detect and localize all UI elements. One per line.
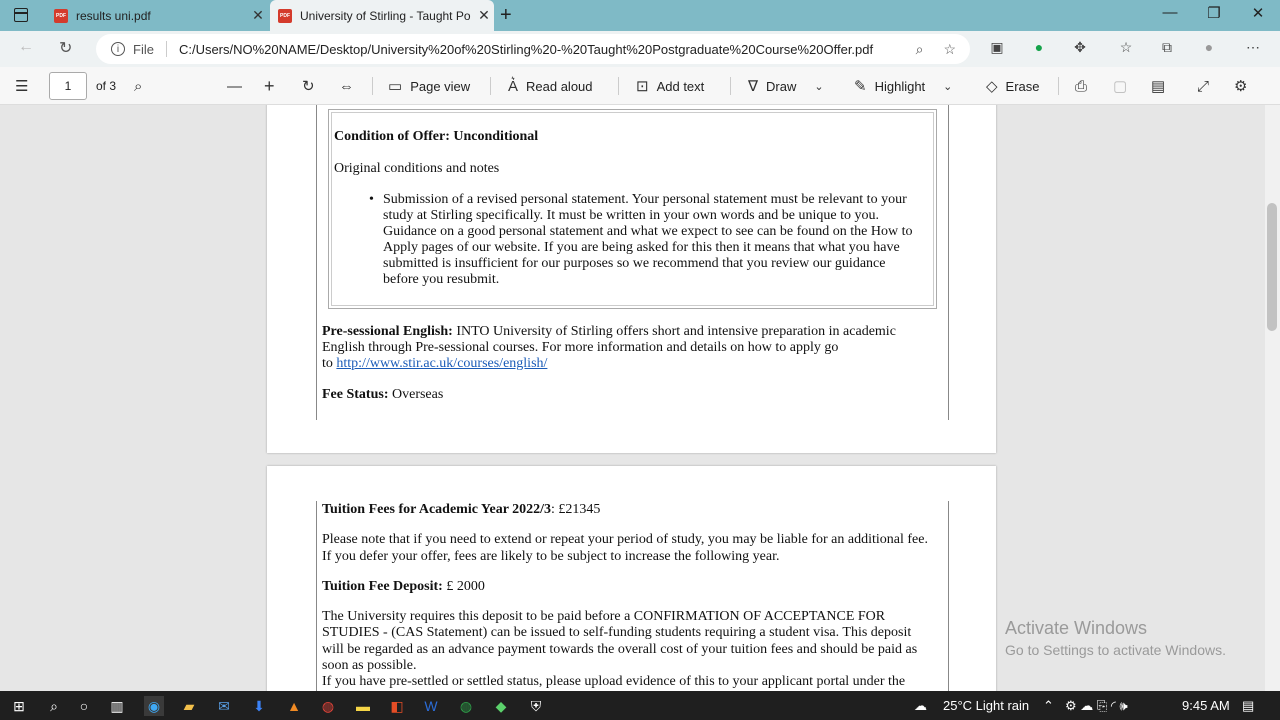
chrome-profile-icon[interactable]: ◍ — [459, 697, 473, 714]
favorites-icon[interactable]: ☆ — [1119, 39, 1133, 55]
app-icon[interactable]: ◆ — [495, 697, 507, 714]
page-number-input[interactable]: 1 — [49, 72, 87, 100]
tuition-fees — [322, 502, 600, 519]
deposit-line: will be regarded as an advance payment towards the overall cost of your tuition fees and should be paid as — [322, 642, 918, 657]
fee-status — [322, 387, 443, 404]
bullet-line: study at Stirling specifically. It must be written in your own words and be unique to you. — [383, 208, 880, 223]
tab-close-icon[interactable]: ✕ — [478, 7, 490, 23]
address-bar — [0, 31, 1280, 67]
cortana-icon[interactable]: ○ — [79, 698, 89, 714]
bullet-line: Apply pages of our website. If you are being asked for this then it means that what you have — [383, 240, 900, 255]
minimize-button[interactable]: — — [1162, 4, 1178, 21]
pdf-page-1 — [267, 105, 996, 453]
mail-icon[interactable]: ✉ — [218, 697, 230, 714]
original-conditions: Original conditions and notes — [334, 161, 500, 176]
deposit-label: Tuition Fee Deposit: — [322, 579, 443, 594]
collections-icon[interactable]: ⧉ — [1162, 39, 1172, 55]
profile-avatar[interactable]: ● — [1204, 39, 1214, 55]
toolbar-divider — [730, 77, 731, 95]
pdf-viewer[interactable] — [0, 105, 1265, 691]
pdf-settings-icon[interactable]: ⚙ — [1234, 78, 1248, 95]
deposit-line: soon as possible. — [322, 658, 417, 673]
presessional-paragraph — [322, 324, 896, 341]
shield-icon[interactable]: ⛨ — [530, 697, 542, 714]
restore-button[interactable]: ❐ — [1207, 5, 1221, 22]
pdf-page-2 — [267, 466, 996, 691]
fit-page-icon[interactable]: ⇔ — [339, 77, 354, 95]
chevron-up-icon[interactable]: ⌃ — [1043, 698, 1054, 713]
url-field[interactable] — [96, 34, 970, 64]
tab-results-uni[interactable] — [46, 0, 268, 31]
activate-windows-title: Activate Windows — [1005, 618, 1148, 638]
toolbar-divider — [372, 77, 373, 95]
presessional-text: INTO University of Stirling offers short and intensive preparation in academic — [452, 324, 896, 339]
tuition-value: : £21345 — [551, 502, 601, 517]
search-icon[interactable]: ⌕ — [50, 697, 58, 714]
vlc-icon[interactable]: ▲ — [287, 698, 301, 714]
weather-text[interactable]: 25°C Light rain — [943, 698, 1030, 713]
page-total: of 3 — [96, 79, 117, 93]
zoom-icon[interactable]: ⌕ — [915, 40, 924, 57]
erase-label: Erase — [1005, 78, 1040, 94]
extend-line: Please note that if you need to extend or repeat your period of study, you may be liable for an additional fee. — [322, 532, 928, 547]
scrollbar-thumb[interactable] — [1267, 203, 1277, 331]
deposit-line: The University requires this deposit to be paid before a CONFIRMATION OF ACCEPTANCE FOR — [322, 609, 886, 624]
condition-heading: Condition of Offer: Unconditional — [334, 129, 539, 144]
deposit — [322, 579, 485, 596]
pdf-toolbar — [0, 67, 1280, 105]
tab-close-icon[interactable]: ✕ — [252, 7, 264, 23]
page-view-button[interactable] — [388, 67, 470, 105]
bullet-line: submitted is insufficient for our purposes so we recommend that you review our guidance — [383, 256, 886, 271]
zoom-in-icon[interactable]: + — [264, 75, 275, 96]
office-icon[interactable]: ◧ — [390, 697, 404, 714]
page-view-label: Page view — [410, 78, 471, 94]
zoom-out-icon[interactable]: — — [227, 77, 242, 95]
favorite-add-icon[interactable]: ☆ — [943, 40, 956, 57]
print-icon[interactable]: ⎙ — [1075, 77, 1088, 95]
notes-icon[interactable]: ▬ — [356, 698, 370, 714]
add-text-button[interactable] — [636, 67, 704, 105]
tab-title: University of Stirling - Taught Po — [300, 8, 471, 23]
close-window-button[interactable]: ✕ — [1251, 5, 1265, 22]
edge-icon[interactable]: ◉ — [144, 696, 164, 716]
english-courses-link[interactable]: http://www.stir.ac.uk/courses/english/ — [336, 356, 548, 371]
toolbar-divider — [1058, 77, 1059, 95]
tuition-label: Tuition Fees for Academic Year 2022/3 — [322, 502, 552, 517]
contents-icon[interactable]: ☰ — [15, 78, 29, 95]
deposit-value: £ 2000 — [442, 579, 485, 594]
save-as-icon[interactable]: ▤ — [1151, 78, 1166, 95]
bullet-line: Guidance on a good personal statement and what we expect to see can be found on the How to — [383, 224, 913, 239]
extension-icon[interactable]: ▣ — [990, 39, 1004, 55]
add-text-icon: ⊡ — [636, 78, 649, 95]
task-view-icon[interactable]: ▥ — [110, 697, 124, 714]
save-icon[interactable]: ▢ — [1113, 78, 1128, 95]
tab-title: results uni.pdf — [76, 8, 151, 23]
tray-icons[interactable]: ⚙ ☁ ⎘ ◜ 🕪 — [1065, 698, 1128, 713]
activate-windows-subtitle: Go to Settings to activate Windows. — [1005, 642, 1226, 658]
page-rule — [948, 105, 949, 420]
extensions-icon[interactable]: ✥ — [1074, 39, 1086, 55]
tab-university-stirling[interactable] — [270, 0, 494, 31]
vertical-scrollbar[interactable] — [1265, 105, 1280, 691]
tab-bar — [0, 0, 1280, 31]
grammarly-icon[interactable]: ● — [1034, 39, 1044, 55]
chevron-down-icon[interactable]: ⌄ — [814, 80, 824, 93]
bullet-line: • Submission of a revised personal statement. Your personal statement must be relevant to your — [383, 192, 907, 209]
info-icon[interactable]: i — [111, 42, 125, 56]
extend-line: If you defer your offer, fees are likely to be subject to increase the following year. — [322, 549, 780, 564]
url-divider — [166, 41, 167, 57]
back-icon[interactable]: ← — [18, 38, 34, 55]
highlight-button[interactable] — [854, 67, 952, 105]
deposit-line: If you have pre-settled or settled status, please upload evidence of this to your applicant portal under the — [322, 674, 906, 689]
tab-actions-icon[interactable] — [14, 8, 28, 22]
erase-button[interactable] — [986, 67, 1040, 105]
presessional-line: English through Pre-sessional courses. For more information and details on how to apply go — [322, 340, 839, 355]
page-rule — [316, 105, 317, 420]
chevron-down-icon[interactable]: ⌄ — [943, 80, 953, 93]
pdf-icon: PDF — [54, 9, 68, 23]
refresh-icon[interactable]: ↻ — [59, 40, 73, 57]
app-icon[interactable]: ⬇ — [253, 697, 265, 714]
draw-button[interactable] — [748, 67, 824, 105]
read-aloud-icon: A͛ — [508, 77, 519, 95]
clock[interactable]: 9:45 AM — [1182, 698, 1230, 713]
toolbar-divider — [490, 77, 491, 95]
word-icon[interactable]: W — [424, 698, 438, 714]
settings-more-icon[interactable]: ⋯ — [1246, 39, 1260, 55]
presessional-line — [322, 356, 547, 373]
chrome-icon[interactable]: ◍ — [321, 697, 335, 714]
toolbar-divider — [618, 77, 619, 95]
fee-status-label: Fee Status: — [322, 387, 389, 402]
find-icon[interactable]: ⌕ — [134, 77, 143, 95]
read-aloud-label: Read aloud — [526, 78, 593, 94]
fullscreen-icon[interactable]: ⤢ — [1197, 77, 1210, 95]
draw-label: Draw — [766, 78, 797, 94]
file-explorer-icon[interactable]: ▰ — [183, 697, 195, 714]
fee-status-value: Overseas — [388, 387, 444, 402]
page-rule — [948, 501, 949, 691]
eraser-icon: ◇ — [986, 78, 998, 95]
add-text-label: Add text — [656, 78, 705, 94]
draw-icon: ∇ — [748, 78, 759, 95]
highlight-label: Highlight — [874, 78, 926, 94]
weather-icon[interactable]: ☁ — [914, 698, 927, 713]
taskbar — [0, 691, 1280, 720]
presessional-prefix: to — [322, 356, 337, 371]
new-tab-button[interactable]: + — [500, 4, 512, 26]
read-aloud-button[interactable] — [508, 67, 593, 105]
bullet-line: before you resubmit. — [383, 272, 500, 287]
deposit-line: STUDIES - (CAS Statement) can be issued to self-funding students requiring a student visa. This deposit — [322, 625, 912, 640]
url-text[interactable]: C:/Users/NO%20NAME/Desktop/University%20of%20Stirling%20-%20Taught%20Postgraduate%20Course%20Offer.pdf — [178, 41, 874, 57]
page-rule — [316, 501, 317, 691]
pdf-icon: PDF — [278, 9, 292, 23]
file-scheme-label: File — [133, 41, 154, 57]
highlight-icon: ✎ — [854, 78, 867, 95]
presessional-label: Pre-sessional English: — [322, 324, 453, 339]
rotate-icon[interactable]: ↻ — [302, 78, 315, 95]
page-view-icon: ▭ — [388, 78, 403, 95]
notification-icon[interactable]: ▤ — [1242, 698, 1255, 713]
windows-start-icon[interactable]: ⊞ — [13, 697, 25, 714]
